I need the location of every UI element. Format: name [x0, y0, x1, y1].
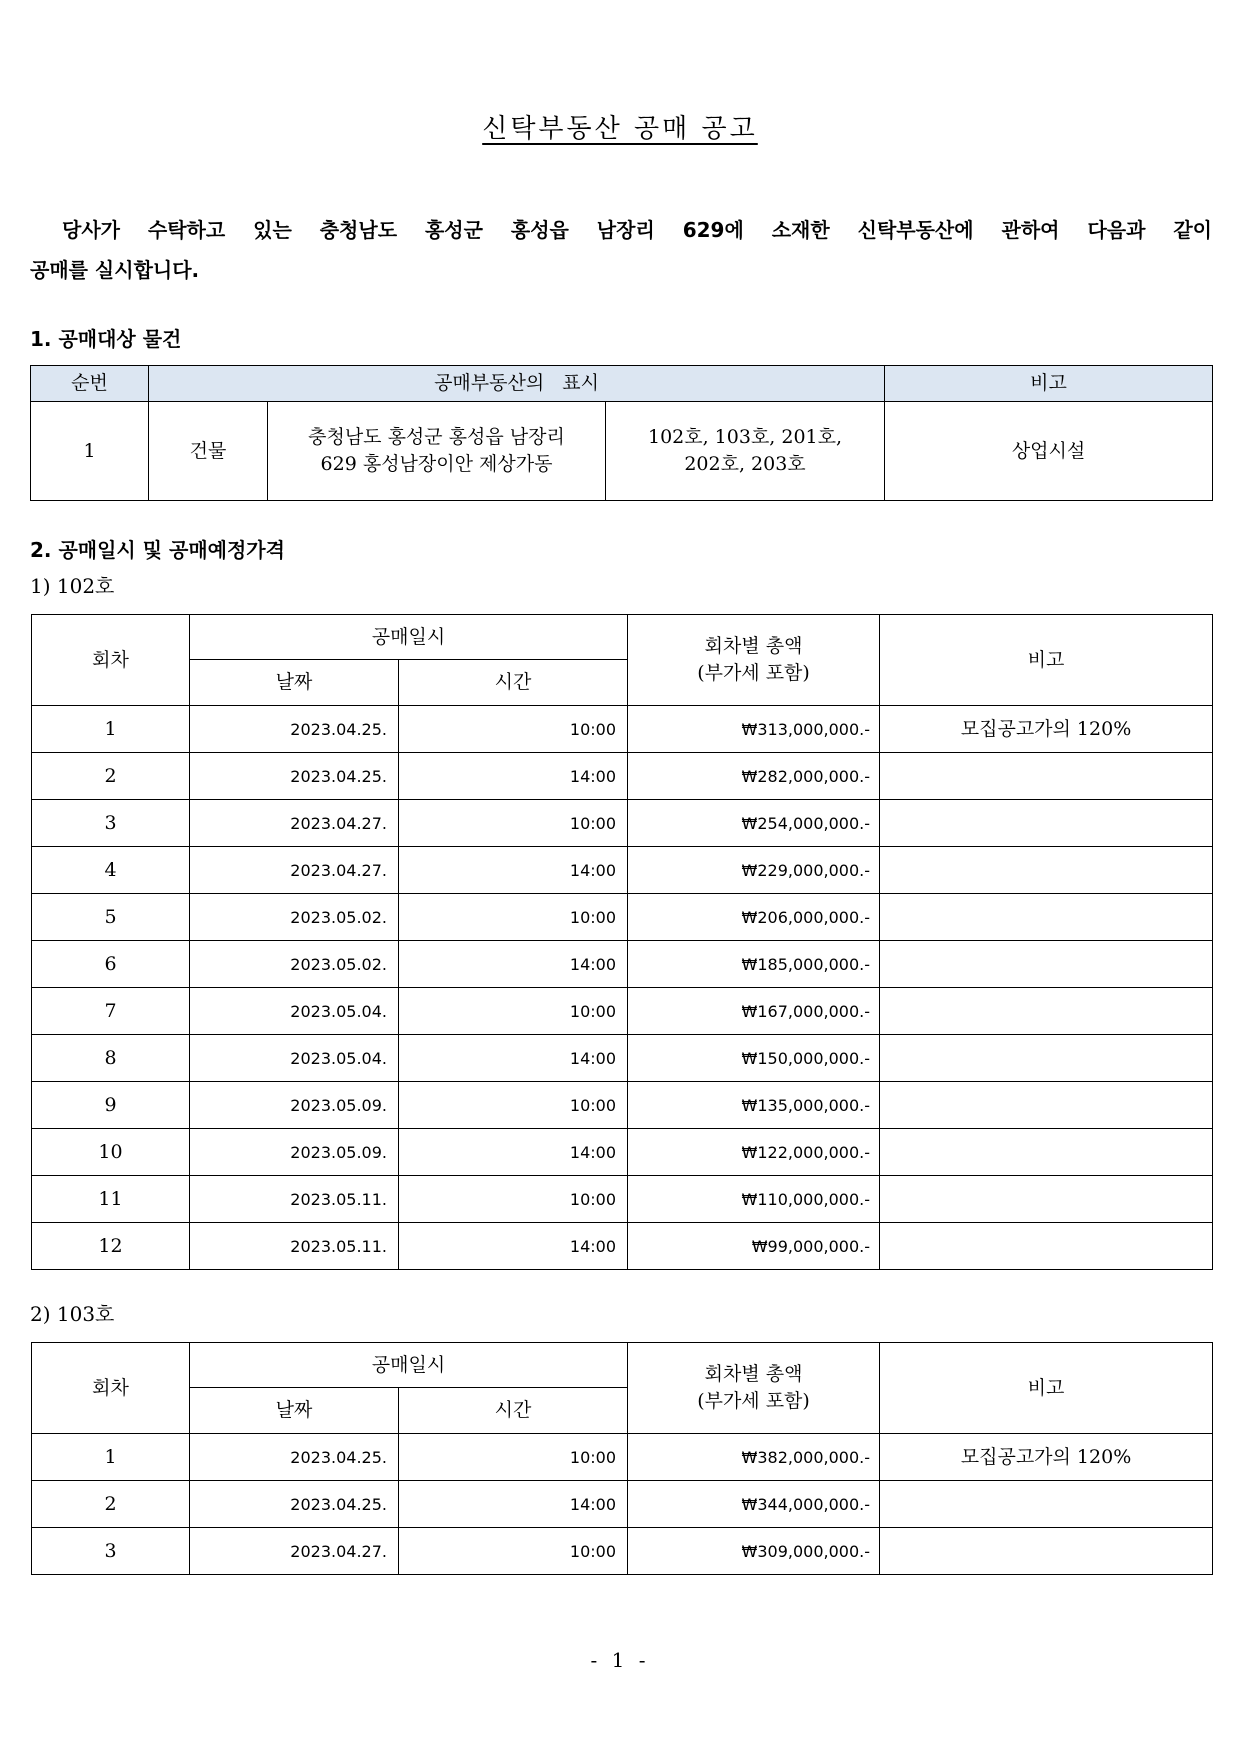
date-cell: 2023.05.09.: [190, 1129, 399, 1176]
date-cell: 2023.05.11.: [190, 1223, 399, 1270]
schedule-table-102: [31, 614, 1213, 1270]
schedule-row: [32, 706, 1213, 753]
schedule-table-103: [31, 1342, 1213, 1575]
note-cell: [880, 988, 1213, 1035]
schedule-label-103: 2) 103호: [30, 1302, 115, 1326]
amount-cell: ₩99,000,000.-: [628, 1223, 880, 1270]
round-cell: 10: [32, 1129, 190, 1176]
amount-cell: ₩382,000,000.-: [628, 1434, 880, 1481]
note-cell: [880, 941, 1213, 988]
header-no: 순번: [31, 366, 149, 402]
date-cell: 2023.05.02.: [190, 941, 399, 988]
header-round: 회차: [32, 615, 190, 706]
intro-paragraph: [30, 210, 1212, 290]
round-cell: 12: [32, 1223, 190, 1270]
schedule-row: [32, 1129, 1213, 1176]
date-cell: 2023.04.25.: [190, 1434, 399, 1481]
note-cell: [880, 1176, 1213, 1223]
time-cell: 14:00: [399, 847, 628, 894]
amount-cell: ₩313,000,000.-: [628, 706, 880, 753]
document-title-text: 신탁부동산 공매 공고: [482, 114, 758, 144]
address-line: 629 홍성남장이안 제상가동: [320, 453, 553, 475]
note-cell: [880, 1129, 1213, 1176]
property-note: 상업시설: [885, 402, 1213, 501]
time-cell: 14:00: [399, 1481, 628, 1528]
amount-cell: ₩254,000,000.-: [628, 800, 880, 847]
date-cell: 2023.04.27.: [190, 1528, 399, 1575]
note-cell: [880, 1528, 1213, 1575]
date-cell: 2023.05.02.: [190, 894, 399, 941]
time-cell: 14:00: [399, 1035, 628, 1082]
date-cell: 2023.04.25.: [190, 1481, 399, 1528]
time-cell: 14:00: [399, 1223, 628, 1270]
note-cell: [880, 1035, 1213, 1082]
target-property-table: [30, 365, 1213, 501]
schedule-row: [32, 847, 1213, 894]
header-note: 비고: [880, 615, 1213, 706]
document-title: [0, 112, 1240, 146]
header-date: 날짜: [190, 660, 399, 706]
table-header-row: [31, 366, 1213, 402]
header-datetime: 공매일시: [190, 1343, 628, 1388]
header-date: 날짜: [190, 1388, 399, 1434]
round-cell: 4: [32, 847, 190, 894]
round-cell: 6: [32, 941, 190, 988]
property-type: 건물: [149, 402, 268, 501]
date-cell: 2023.05.04.: [190, 988, 399, 1035]
address-line: 충청남도 홍성군 홍성읍 남장리: [308, 426, 565, 448]
table-row: [31, 402, 1213, 501]
header-round: 회차: [32, 1343, 190, 1434]
round-cell: 2: [32, 1481, 190, 1528]
header-total: [628, 1343, 880, 1434]
header-total: [628, 615, 880, 706]
property-address: [268, 402, 606, 501]
amount-cell: ₩344,000,000.-: [628, 1481, 880, 1528]
header-note: 비고: [880, 1343, 1213, 1434]
schedule-table-body: [32, 706, 1213, 1270]
amount-cell: ₩206,000,000.-: [628, 894, 880, 941]
header-total-line: 회차별 총액: [704, 1363, 803, 1385]
round-cell: 2: [32, 753, 190, 800]
note-cell: 모집공고가의 120%: [880, 1434, 1213, 1481]
time-cell: 10:00: [399, 894, 628, 941]
section2-heading: 2. 공매일시 및 공매예정가격: [30, 538, 285, 562]
time-cell: 10:00: [399, 1176, 628, 1223]
time-cell: 10:00: [399, 1082, 628, 1129]
units-line: 102호, 103호, 201호,: [647, 426, 843, 448]
schedule-row: [32, 1035, 1213, 1082]
units-line: 202호, 203호: [684, 453, 806, 475]
date-cell: 2023.05.04.: [190, 1035, 399, 1082]
schedule-row: [32, 1223, 1213, 1270]
amount-cell: ₩185,000,000.-: [628, 941, 880, 988]
round-cell: 9: [32, 1082, 190, 1129]
round-cell: 1: [32, 1434, 190, 1481]
round-cell: 8: [32, 1035, 190, 1082]
amount-cell: ₩110,000,000.-: [628, 1176, 880, 1223]
round-cell: 7: [32, 988, 190, 1035]
schedule-row: [32, 1434, 1213, 1481]
schedule-table-body: [32, 1434, 1213, 1575]
date-cell: 2023.04.25.: [190, 753, 399, 800]
header-time: 시간: [399, 1388, 628, 1434]
note-cell: [880, 753, 1213, 800]
time-cell: 10:00: [399, 988, 628, 1035]
schedule-label-102: 1) 102호: [30, 574, 115, 598]
note-cell: [880, 894, 1213, 941]
round-cell: 3: [32, 800, 190, 847]
property-units: [606, 402, 885, 501]
schedule-row: [32, 800, 1213, 847]
schedule-row: [32, 941, 1213, 988]
time-cell: 14:00: [399, 941, 628, 988]
page-number: - 1 -: [590, 1648, 650, 1672]
date-cell: 2023.04.27.: [190, 847, 399, 894]
table-header-row: [32, 1343, 1213, 1388]
schedule-row: [32, 1176, 1213, 1223]
round-cell: 3: [32, 1528, 190, 1575]
header-display: 공매부동산의 표시: [149, 366, 885, 402]
schedule-row: [32, 894, 1213, 941]
round-cell: 11: [32, 1176, 190, 1223]
date-cell: 2023.04.25.: [190, 706, 399, 753]
amount-cell: ₩135,000,000.-: [628, 1082, 880, 1129]
round-cell: 5: [32, 894, 190, 941]
schedule-row: [32, 1082, 1213, 1129]
schedule-row: [32, 1481, 1213, 1528]
amount-cell: ₩122,000,000.-: [628, 1129, 880, 1176]
note-cell: [880, 847, 1213, 894]
schedule-row: [32, 988, 1213, 1035]
amount-cell: ₩167,000,000.-: [628, 988, 880, 1035]
amount-cell: ₩150,000,000.-: [628, 1035, 880, 1082]
intro-line: 당사가 수탁하고 있는 충청남도 홍성군 홍성읍 남장리 629에 소재한 신탁부동산에 관하여 다음과 같이: [62, 218, 1212, 242]
time-cell: 10:00: [399, 800, 628, 847]
date-cell: 2023.04.27.: [190, 800, 399, 847]
section1-heading: 1. 공매대상 물건: [30, 327, 182, 351]
note-cell: 모집공고가의 120%: [880, 706, 1213, 753]
time-cell: 14:00: [399, 753, 628, 800]
note-cell: [880, 1223, 1213, 1270]
note-cell: [880, 1082, 1213, 1129]
property-no: 1: [31, 402, 149, 501]
time-cell: 10:00: [399, 1528, 628, 1575]
header-total-line: 회차별 총액: [704, 635, 803, 657]
note-cell: [880, 800, 1213, 847]
header-time: 시간: [399, 660, 628, 706]
time-cell: 10:00: [399, 1434, 628, 1481]
header-datetime: 공매일시: [190, 615, 628, 660]
date-cell: 2023.05.11.: [190, 1176, 399, 1223]
schedule-row: [32, 753, 1213, 800]
date-cell: 2023.05.09.: [190, 1082, 399, 1129]
header-total-line: (부가세 포함): [697, 662, 810, 684]
amount-cell: ₩229,000,000.-: [628, 847, 880, 894]
header-note: 비고: [885, 366, 1213, 402]
note-cell: [880, 1481, 1213, 1528]
amount-cell: ₩282,000,000.-: [628, 753, 880, 800]
amount-cell: ₩309,000,000.-: [628, 1528, 880, 1575]
time-cell: 14:00: [399, 1129, 628, 1176]
header-total-line: (부가세 포함): [697, 1390, 810, 1412]
time-cell: 10:00: [399, 706, 628, 753]
table-header-row: [32, 615, 1213, 660]
round-cell: 1: [32, 706, 190, 753]
intro-line: 공매를 실시합니다.: [30, 258, 200, 282]
schedule-row: [32, 1528, 1213, 1575]
